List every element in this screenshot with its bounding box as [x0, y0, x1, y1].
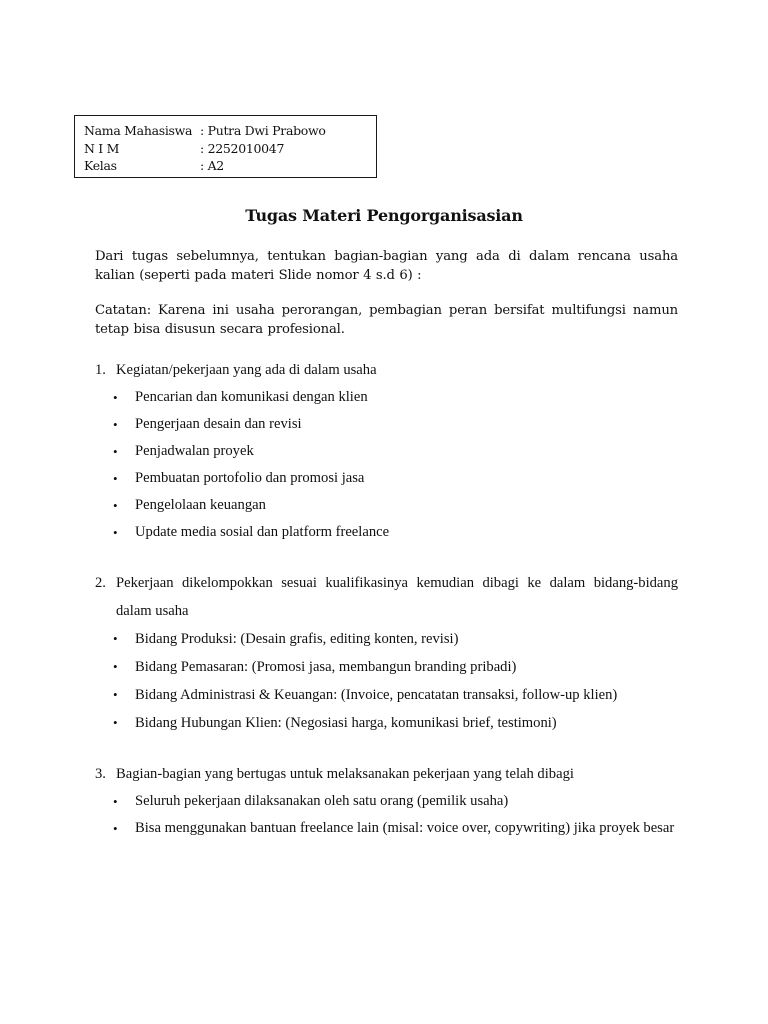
list-item [95, 815, 678, 842]
list-item-text: Penjadwalan proyek [135, 443, 254, 459]
section-number: 2. [95, 575, 106, 591]
list-item [95, 465, 678, 492]
section-number: 1. [95, 362, 106, 378]
intro-paragraph: Dari tugas sebelumnya, tentukan bagian-bagian yang ada di dalam rencana usaha kalian (seperti pada materi Slide nomor 4 s.d 6) : [95, 249, 678, 283]
list-item [95, 681, 678, 709]
bullet-icon: • [113, 687, 118, 702]
document-title: Tugas Materi Pengorganisasian [245, 206, 523, 225]
section-heading [95, 357, 678, 384]
section-divisions [95, 569, 678, 737]
section-number: 3. [95, 766, 106, 782]
student-class-row [84, 157, 376, 175]
list-item-text: Pencarian dan komunikasi dengan klien [135, 389, 368, 405]
list-item-text: Pembuatan portofolio dan promosi jasa [135, 470, 365, 486]
student-name-label: Nama Mahasiswa [84, 123, 193, 138]
list-item [95, 411, 678, 438]
list-item [95, 492, 678, 519]
list-item-text: Bidang Produksi: (Desain grafis, editing konten, revisi) [135, 631, 459, 647]
bullet-list [95, 625, 678, 737]
list-item-text: Bidang Hubungan Klien: (Negosiasi harga, komunikasi brief, testimoni) [135, 715, 557, 731]
bullet-icon: • [113, 471, 118, 486]
bullet-list [95, 384, 678, 546]
section-heading [95, 569, 678, 625]
student-nim-label: N I M [84, 140, 120, 156]
bullet-icon: • [113, 498, 118, 513]
list-item-text: Bidang Administrasi & Keuangan: (Invoice, pencatatan transaksi, follow-up klien) [135, 687, 618, 703]
list-item-text: Pengerjaan desain dan revisi [135, 416, 302, 432]
bullet-list [95, 788, 678, 842]
list-item [95, 709, 678, 737]
student-class-value: : A2 [200, 158, 224, 173]
bullet-icon: • [113, 417, 118, 432]
section-heading [95, 761, 678, 788]
list-item [95, 625, 678, 653]
list-item-text: Bisa menggunakan bantuan freelance lain (misal: voice over, copywriting) jika proyek besar [135, 820, 675, 836]
bullet-icon: • [113, 444, 118, 459]
bullet-icon: • [113, 821, 118, 836]
section-heading-text: Kegiatan/pekerjaan yang ada di dalam usaha [116, 362, 377, 378]
list-item [95, 653, 678, 681]
bullet-icon: • [113, 794, 118, 809]
section-heading-text: Pekerjaan dikelompokkan sesuai kualifikasinya kemudian dibagi ke dalam bidang-bidang dalam usaha [116, 575, 678, 619]
section-heading-text: Bagian-bagian yang bertugas untuk melaksanakan pekerjaan yang telah dibagi [116, 766, 574, 782]
list-item-text: Update media sosial dan platform freelance [135, 524, 390, 540]
list-item [95, 788, 678, 815]
bullet-icon: • [113, 715, 118, 730]
note-paragraph: Catatan: Karena ini usaha perorangan, pembagian peran bersifat multifungsi namun tetap bisa disusun secara profesional. [95, 303, 678, 337]
list-item [95, 438, 678, 465]
student-nim-value: : 2252010047 [200, 140, 285, 156]
student-class-label: Kelas [84, 158, 117, 173]
student-name-row [84, 122, 376, 140]
bullet-icon: • [113, 525, 118, 540]
list-item-text: Pengelolaan keuangan [135, 497, 266, 513]
student-nim-row [84, 140, 376, 158]
bullet-icon: • [113, 390, 118, 405]
list-item-text: Bidang Pemasaran: (Promosi jasa, membangun branding pribadi) [135, 659, 517, 675]
section-activities [95, 357, 678, 546]
bullet-icon: • [113, 659, 118, 674]
list-item [95, 384, 678, 411]
list-item-text: Seluruh pekerjaan dilaksanakan oleh satu orang (pemilik usaha) [135, 793, 509, 809]
list-item [95, 519, 678, 546]
student-name-value: : Putra Dwi Prabowo [200, 123, 326, 138]
bullet-icon: • [113, 631, 118, 646]
section-executors [95, 761, 678, 842]
student-info-box [74, 115, 377, 178]
